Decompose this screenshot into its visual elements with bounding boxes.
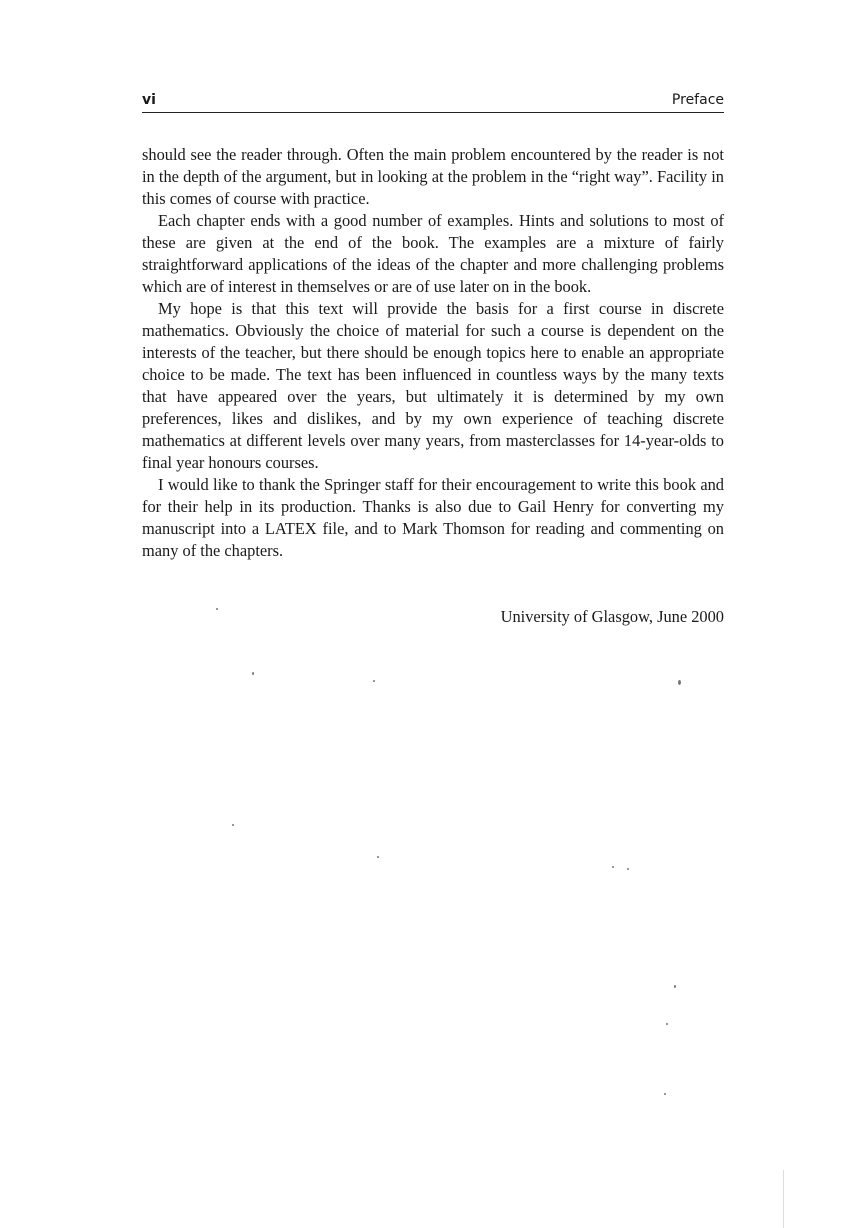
scan-speck [232,824,234,826]
paragraph-examples: Each chapter ends with a good number of examples. Hints and solutions to most of these are given at the end of the book. The examples are a mixture of fairly straightforward applications of the ideas of the chapter and more challenging problems which are of interest in themselves or are of use later on in the book. [142,211,724,296]
scan-speck [666,1023,668,1025]
scan-speck [627,868,629,870]
paragraph-continued: should see the reader through. Often the main problem encountered by the reader is not in the depth of the argument, but in looking at the problem in the “right way”. Facility in this comes of course with practice. [142,145,724,208]
scan-speck [674,985,676,988]
scan-speck [373,680,375,682]
paragraph-acknowledgements: I would like to thank the Springer staff for their encouragement to write this book and for their help in its production. Thanks is also due to Gail Henry for converting my manuscript into a LATEX file, and to Mark Thomson for reading and commenting on many of the chapters. [142,475,724,560]
page-number: vi [142,92,156,108]
scan-speck [377,856,379,858]
preface-signoff: University of Glasgow, June 2000 [500,607,724,626]
scan-speck [612,866,614,868]
scan-edge-line [783,1170,784,1228]
paragraph-course-hope: My hope is that this text will provide the basis for a first course in discrete mathematics. Obviously the choice of material for such a course is dependent on the interests of the teacher, but there should be enough topics here to enable an appropriate choice to be made. The text has been influenced in countless ways by the many texts that have appeared over the years, but ultimately it is determined by my own preferences, likes and dislikes, and by my own experience of teaching discrete mathematics at different levels over many years, from masterclasses for 14-year-olds to final year honours courses. [142,299,724,472]
running-header [142,90,724,113]
running-title: Preface [671,92,724,108]
scan-speck [678,680,681,685]
preface-body [142,144,724,562]
scan-speck [252,672,254,675]
scan-speck [216,608,218,610]
scan-speck [664,1093,666,1095]
